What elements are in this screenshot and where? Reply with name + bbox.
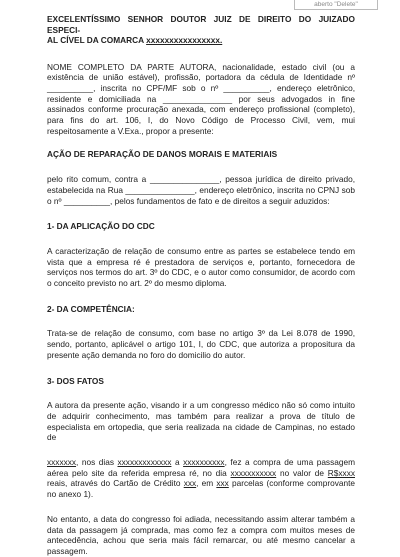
intro-paragraph: NOME COMPLETO DA PARTE AUTORA, nacionalidade, estado civil (ou a existência de união estável), profissão, portadora da cédula de Identidade nº __________, inscrita no CPF/MF sob o nº __________, endereço eletrônico, residente e domiciliada na _______________ por seus advogados in fine assinados conforme procuração anexada, com endereço profissional (completo), para fins do art. 106, I, do Novo Código de Processo Civil, vem, mui respeitosamente a V.Exa., propor a presente: [47,61,355,136]
section3-title: 3- DOS FATOS [47,375,104,386]
comarca-placeholder: xxxxxxxxxxxxxxxx. [146,35,223,45]
court-header [47,14,355,46]
section3-para2: xxxxxxx, nos dias xxxxxxxxxxxxx a xxxxxxxxxx, fez a compra de uma passagem aérea pelo site da referida empresa ré, no dia xxxxxxxxxxx no valor de R$xxxx reais, através do Cartão de Crédito xxx, em xxx parcelas (conforme comprovante no anexo 1). [47,457,356,500]
placeholder-value: R$xxxx [327,467,355,478]
section1-body: A caracterização de relação de consumo entre as partes se estabelece tendo em vista que a empresa ré é prestadora de serviços e, portanto, fornecedora de serviços nos termos do art. 3º do CDC, e o autor como consumidor, de acordo com o conceito previsto no art. 2º do mesmo diploma. [47,245,355,289]
defendant-paragraph: pelo rito comum, contra a _______________, pessoa jurídica de direito privado, estabelecida na Rua _______________, endereço eletrônico, inscrita no CPNJ sob o nº __________, pelos fundamentos de fato e de direitos a seguir aduzidos: [47,174,355,206]
placeholder-date-start: xxxxxxxxxxxxx [117,457,172,468]
section3-para3: No entanto, a data do congresso foi adiada, necessitando assim alterar também a data da passagem já comprada, mas como fez a compra com muitos meses de antecedência, achou que seria mais fácil remarcar, ou até mesmo cancelar a passagem. [47,513,355,556]
placeholder-card: xxx [183,478,197,489]
placeholder-date-end: xxxxxxxxxx [183,457,225,468]
court-header-line1: EXCELENTÍSSIMO SENHOR DOUTOR JUIZ DE DIREITO DO JUIZADO ESPECI- [47,14,355,35]
action-title: AÇÃO DE REPARAÇÃO DE DANOS MORAIS E MATERIAIS [47,149,278,160]
section1-title: 1- DA APLICAÇÃO DO CDC [47,221,155,232]
section2-title: 2- DA COMPETÊNCIA: [47,303,135,314]
placeholder-installments: xxx [216,478,229,489]
top-tab-label: aberto "Delete" [294,0,378,10]
section3-para1: A autora da presente ação, visando ir a um congresso médico não só como intuito de adquirir conhecimento, mas também para realizar a prova de título de especialista em ortopedia, que seria realizada na cidade de Campinas, no estado de [47,400,355,443]
court-header-line2: AL CÍVEL DA COMARCA [47,35,147,45]
placeholder-purchase-date: xxxxxxxxxxx [230,467,277,478]
section2-body: Trata-se de relação de consumo, com base no artigo 3º da Lei 8.078 de 1990, sendo, portanto, aplicável o artigo 101, I, do CDC, que autoriza a propositura da presente ação demanda no foro do domicilio do autor. [47,328,355,360]
placeholder-state: xxxxxxx [47,457,77,468]
petition-document [47,14,355,557]
